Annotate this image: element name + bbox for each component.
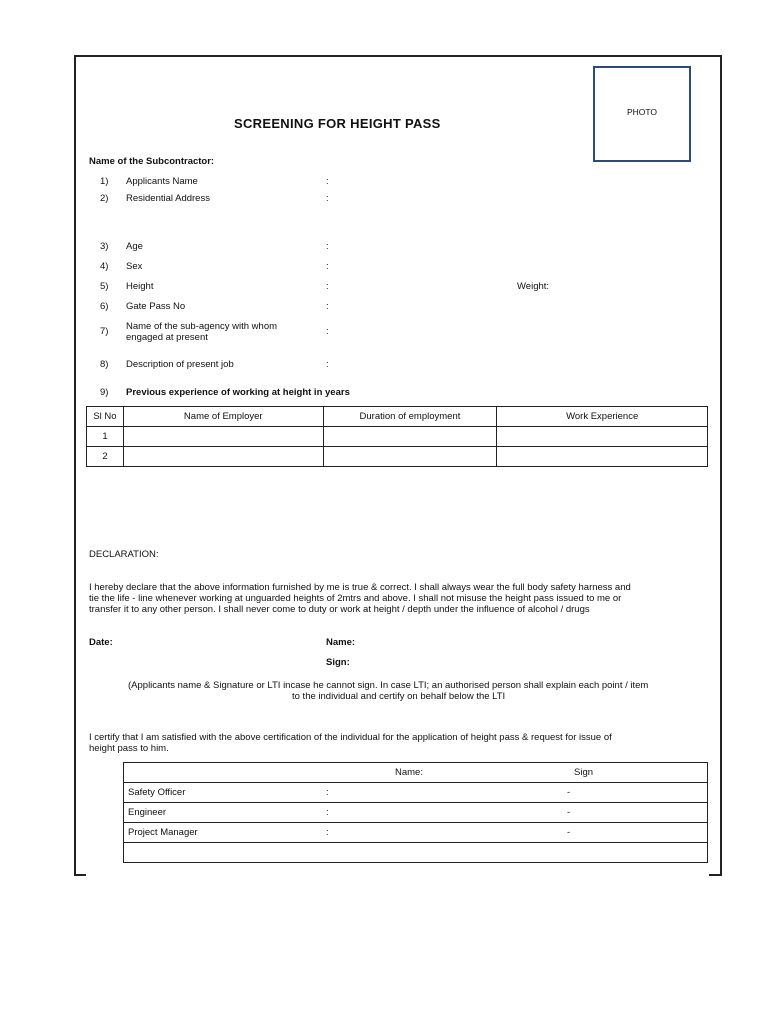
field-colon: : bbox=[326, 261, 329, 272]
field-number: 2) bbox=[100, 193, 109, 204]
approval-table bbox=[123, 762, 708, 863]
sign-label: Sign: bbox=[326, 657, 350, 668]
approval-row bbox=[124, 823, 708, 843]
form-border-left bbox=[74, 55, 76, 876]
field-colon: : bbox=[326, 241, 329, 252]
field-label-residential-address: Residential Address bbox=[126, 193, 210, 204]
column-header: Sl No bbox=[87, 407, 124, 427]
table-cell-employer[interactable] bbox=[123, 447, 323, 467]
approval-sign-dash: - bbox=[567, 787, 571, 798]
certification-text-line2: height pass to him. bbox=[89, 743, 169, 754]
approval-colon: : bbox=[326, 807, 329, 818]
approval-colon: : bbox=[326, 787, 329, 798]
field-label-weight: Weight: bbox=[517, 281, 550, 292]
field-number: 4) bbox=[100, 261, 109, 272]
field-label-height: Height bbox=[126, 281, 154, 292]
field-label-sex: Sex bbox=[126, 261, 143, 272]
field-label-present-job: Description of present job bbox=[126, 359, 234, 370]
field-number: 6) bbox=[100, 301, 109, 312]
field-label-previous-experience: Previous experience of working at height in years bbox=[126, 387, 350, 398]
form-border-right bbox=[720, 55, 722, 876]
table-cell-sl-no: 1 bbox=[87, 427, 124, 447]
approval-role-engineer: Engineer bbox=[128, 807, 167, 818]
photo-label: PHOTO bbox=[626, 107, 658, 117]
field-number: 7) bbox=[100, 326, 109, 337]
field-colon: : bbox=[326, 176, 329, 187]
approval-row bbox=[124, 783, 708, 803]
table-header-row bbox=[87, 407, 708, 427]
column-header: Duration of employment bbox=[323, 407, 497, 427]
approval-empty-row bbox=[124, 843, 708, 863]
column-header: Name of Employer bbox=[123, 407, 323, 427]
signature-note-line1: (Applicants name & Signature or LTI incase he cannot sign. In case LTI; an authorised person shall explain each point / item bbox=[128, 680, 649, 691]
field-number: 3) bbox=[100, 241, 109, 252]
table-cell-sl-no: 2 bbox=[87, 447, 124, 467]
column-header: Work Experience bbox=[497, 407, 708, 427]
date-label: Date: bbox=[89, 637, 113, 648]
declaration-text-line2: tie the life - line whenever working at unguarded heights of 2mtrs and above. I shall not misuse the height pass issued to me or bbox=[89, 593, 622, 604]
field-colon: : bbox=[326, 359, 329, 370]
form-border-corner-left bbox=[74, 874, 86, 876]
name-label: Name: bbox=[326, 637, 356, 648]
declaration-heading: DECLARATION: bbox=[89, 549, 159, 560]
field-number: 1) bbox=[100, 176, 109, 187]
table-cell-experience[interactable] bbox=[497, 427, 708, 447]
approval-name-header: Name: bbox=[395, 767, 423, 778]
table-row bbox=[87, 427, 708, 447]
declaration-text-line1: I hereby declare that the above information furnished by me is true & correct. I shall always wear the full body safety harness and bbox=[89, 582, 631, 593]
table-cell-experience[interactable] bbox=[497, 447, 708, 467]
field-label-gate-pass-no: Gate Pass No bbox=[126, 301, 186, 312]
subcontractor-label: Name of the Subcontractor: bbox=[89, 156, 215, 167]
approval-colon: : bbox=[326, 827, 329, 838]
approval-sign-header: Sign bbox=[574, 767, 594, 778]
approval-sign-dash: - bbox=[567, 827, 571, 838]
approval-row bbox=[124, 803, 708, 823]
form-title: SCREENING FOR HEIGHT PASS bbox=[234, 116, 441, 131]
table-cell-duration[interactable] bbox=[323, 427, 497, 447]
approval-role-safety-officer: Safety Officer bbox=[128, 787, 186, 798]
field-label-sub-agency-line2: engaged at present bbox=[126, 332, 208, 343]
field-number: 8) bbox=[100, 359, 109, 370]
field-colon: : bbox=[326, 281, 329, 292]
field-number: 5) bbox=[100, 281, 109, 292]
photo-box[interactable] bbox=[593, 66, 691, 162]
approval-sign-dash: - bbox=[567, 807, 571, 818]
experience-table bbox=[86, 406, 708, 467]
field-label-age: Age bbox=[126, 241, 143, 252]
declaration-text-line3: transfer it to any other person. I shall never come to duty or work at height / depth under the influence of alcohol / drugs bbox=[89, 604, 590, 615]
field-colon: : bbox=[326, 301, 329, 312]
field-number: 9) bbox=[100, 387, 109, 398]
signature-note-line2: to the individual and certify on behalf below the LTI bbox=[292, 691, 506, 702]
approval-role-project-manager: Project Manager bbox=[128, 827, 198, 838]
certification-text-line1: I certify that I am satisfied with the above certification of the individual for the application of height pass & request for issue of bbox=[89, 732, 612, 743]
form-border-corner-right bbox=[709, 874, 721, 876]
table-row bbox=[87, 447, 708, 467]
field-colon: : bbox=[326, 193, 329, 204]
field-colon: : bbox=[326, 326, 329, 337]
field-label-applicants-name: Applicants Name bbox=[126, 176, 198, 187]
field-label-sub-agency: Name of the sub-agency with whom bbox=[126, 321, 278, 332]
table-cell-employer[interactable] bbox=[123, 427, 323, 447]
approval-header-row bbox=[124, 763, 708, 783]
table-cell-duration[interactable] bbox=[323, 447, 497, 467]
form-border-top bbox=[74, 55, 722, 57]
